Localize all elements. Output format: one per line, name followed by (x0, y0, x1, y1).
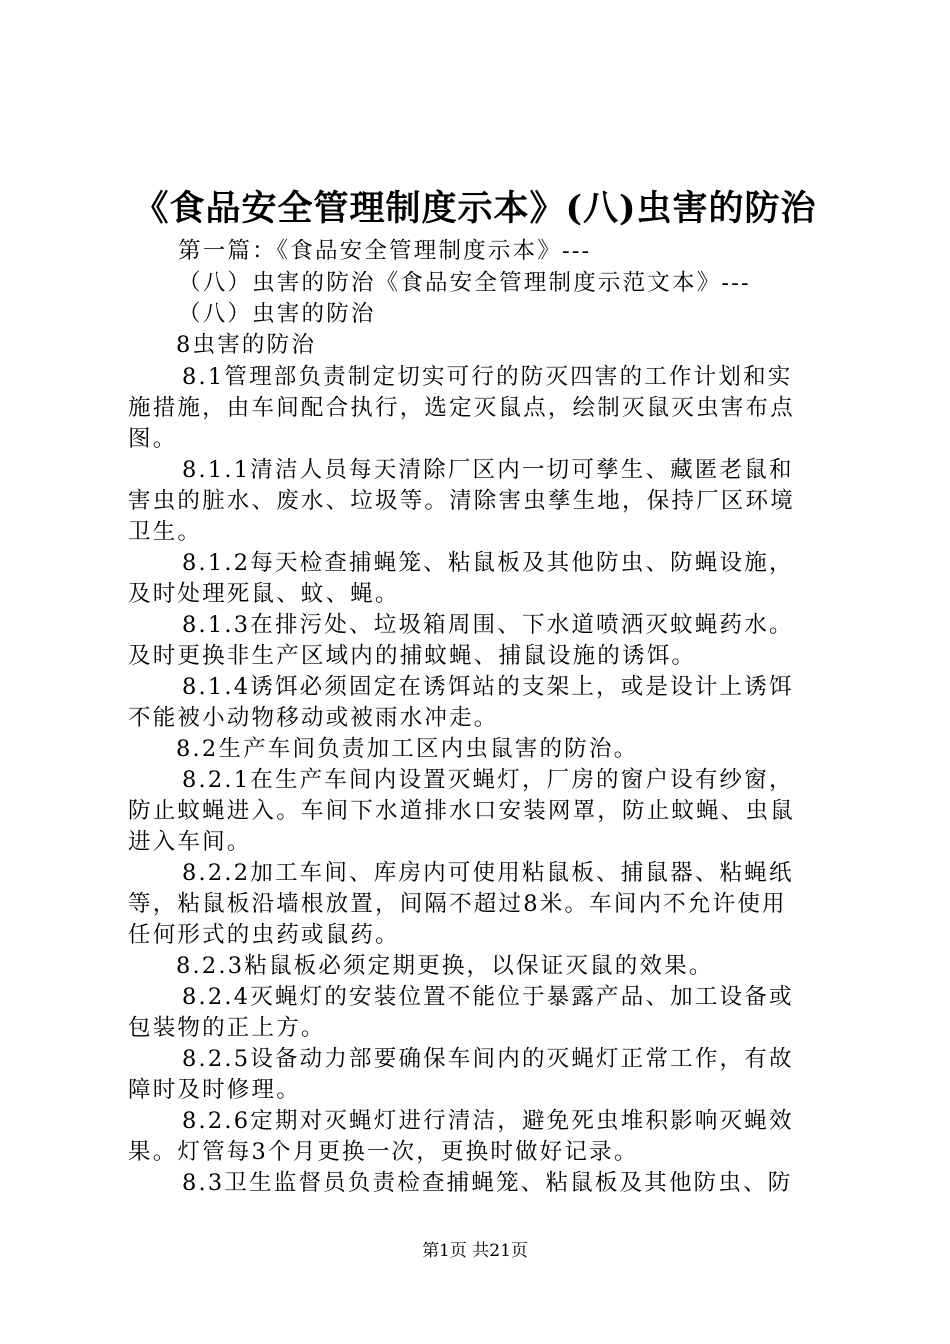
text-line: 包装物的正上方。 (128, 1015, 326, 1041)
text-line: 8.2.6定期对灭蝇灯进行清洁，避免死虫堆积影响灭蝇效 (182, 1108, 794, 1134)
text-line: （八）虫害的防治《食品安全管理制度示范文本》--- (178, 270, 751, 296)
page-number-footer: 第1页 共21页 (422, 1241, 528, 1261)
text-line: 及时处理死鼠、蚊、蝇。 (128, 581, 400, 607)
text-line: 8.2.5设备动力部要确保车间内的灭蝇灯正常工作，有故 (182, 1046, 794, 1072)
text-line: 8.2生产车间负责加工区内虫鼠害的防治。 (176, 736, 639, 762)
text-line: 障时及时修理。 (128, 1077, 301, 1103)
text-line: 8.1.3在排污处、垃圾箱周围、下水道喷洒灭蚊蝇药水。 (182, 612, 794, 638)
text-line: 及时更换非生产区域内的捕蚊蝇、捕鼠设施的诱饵。 (128, 643, 697, 669)
text-line: 8虫害的防治 (176, 332, 317, 358)
text-line: 不能被小动物移动或被雨水冲走。 (128, 705, 499, 731)
text-line: 施措施，由车间配合执行，选定灭鼠点，绘制灭鼠灭虫害布点 (128, 395, 795, 421)
text-line: 害虫的脏水、废水、垃圾等。清除害虫孳生地，保持厂区环境 (128, 488, 795, 514)
text-line: 果。灯管每3个月更换一次，更换时做好记录。 (128, 1139, 639, 1165)
text-line: 卫生。 (128, 519, 203, 545)
text-line: 8.1.1清洁人员每天清除厂区内一切可孳生、藏匿老鼠和 (182, 457, 794, 483)
text-line: 8.3卫生监督员负责检查捕蝇笼、粘鼠板及其他防虫、防 (182, 1170, 793, 1196)
text-line: 8.2.2加工车间、库房内可使用粘鼠板、捕鼠器、粘蝇纸 (182, 860, 794, 886)
text-line: 第一篇：《食品安全管理制度示本》--- (178, 238, 592, 264)
text-line: 8.1.4诱饵必须固定在诱饵站的支架上，或是设计上诱饵 (182, 674, 794, 700)
text-line: 8.2.4灭蝇灯的安装位置不能位于暴露产品、加工设备或 (182, 984, 794, 1010)
text-line: 8.1.2每天检查捕蝇笼、粘鼠板及其他防虫、防蝇设施， (182, 550, 794, 576)
text-line: （八）虫害的防治 (178, 301, 376, 327)
text-line: 8.2.1在生产车间内设置灭蝇灯，厂房的窗户设有纱窗， (182, 767, 794, 793)
text-line: 8.1管理部负责制定切实可行的防灭四害的工作计划和实 (182, 364, 793, 390)
text-line: 图。 (128, 426, 178, 452)
text-line: 防止蚊蝇进入。车间下水道排水口安装网罩，防止蚊蝇、虫鼠 (128, 798, 795, 824)
document-title: 《食品安全管理制度示本》(八)虫害的防治 (133, 188, 817, 229)
text-line: 8.2.3粘鼠板必须定期更换，以保证灭鼠的效果。 (176, 953, 714, 979)
text-line: 进入车间。 (128, 829, 252, 855)
text-line: 等，粘鼠板沿墙根放置，间隔不超过8米。车间内不允许使用 (128, 891, 787, 917)
text-line: 任何形式的虫药或鼠药。 (128, 922, 400, 948)
